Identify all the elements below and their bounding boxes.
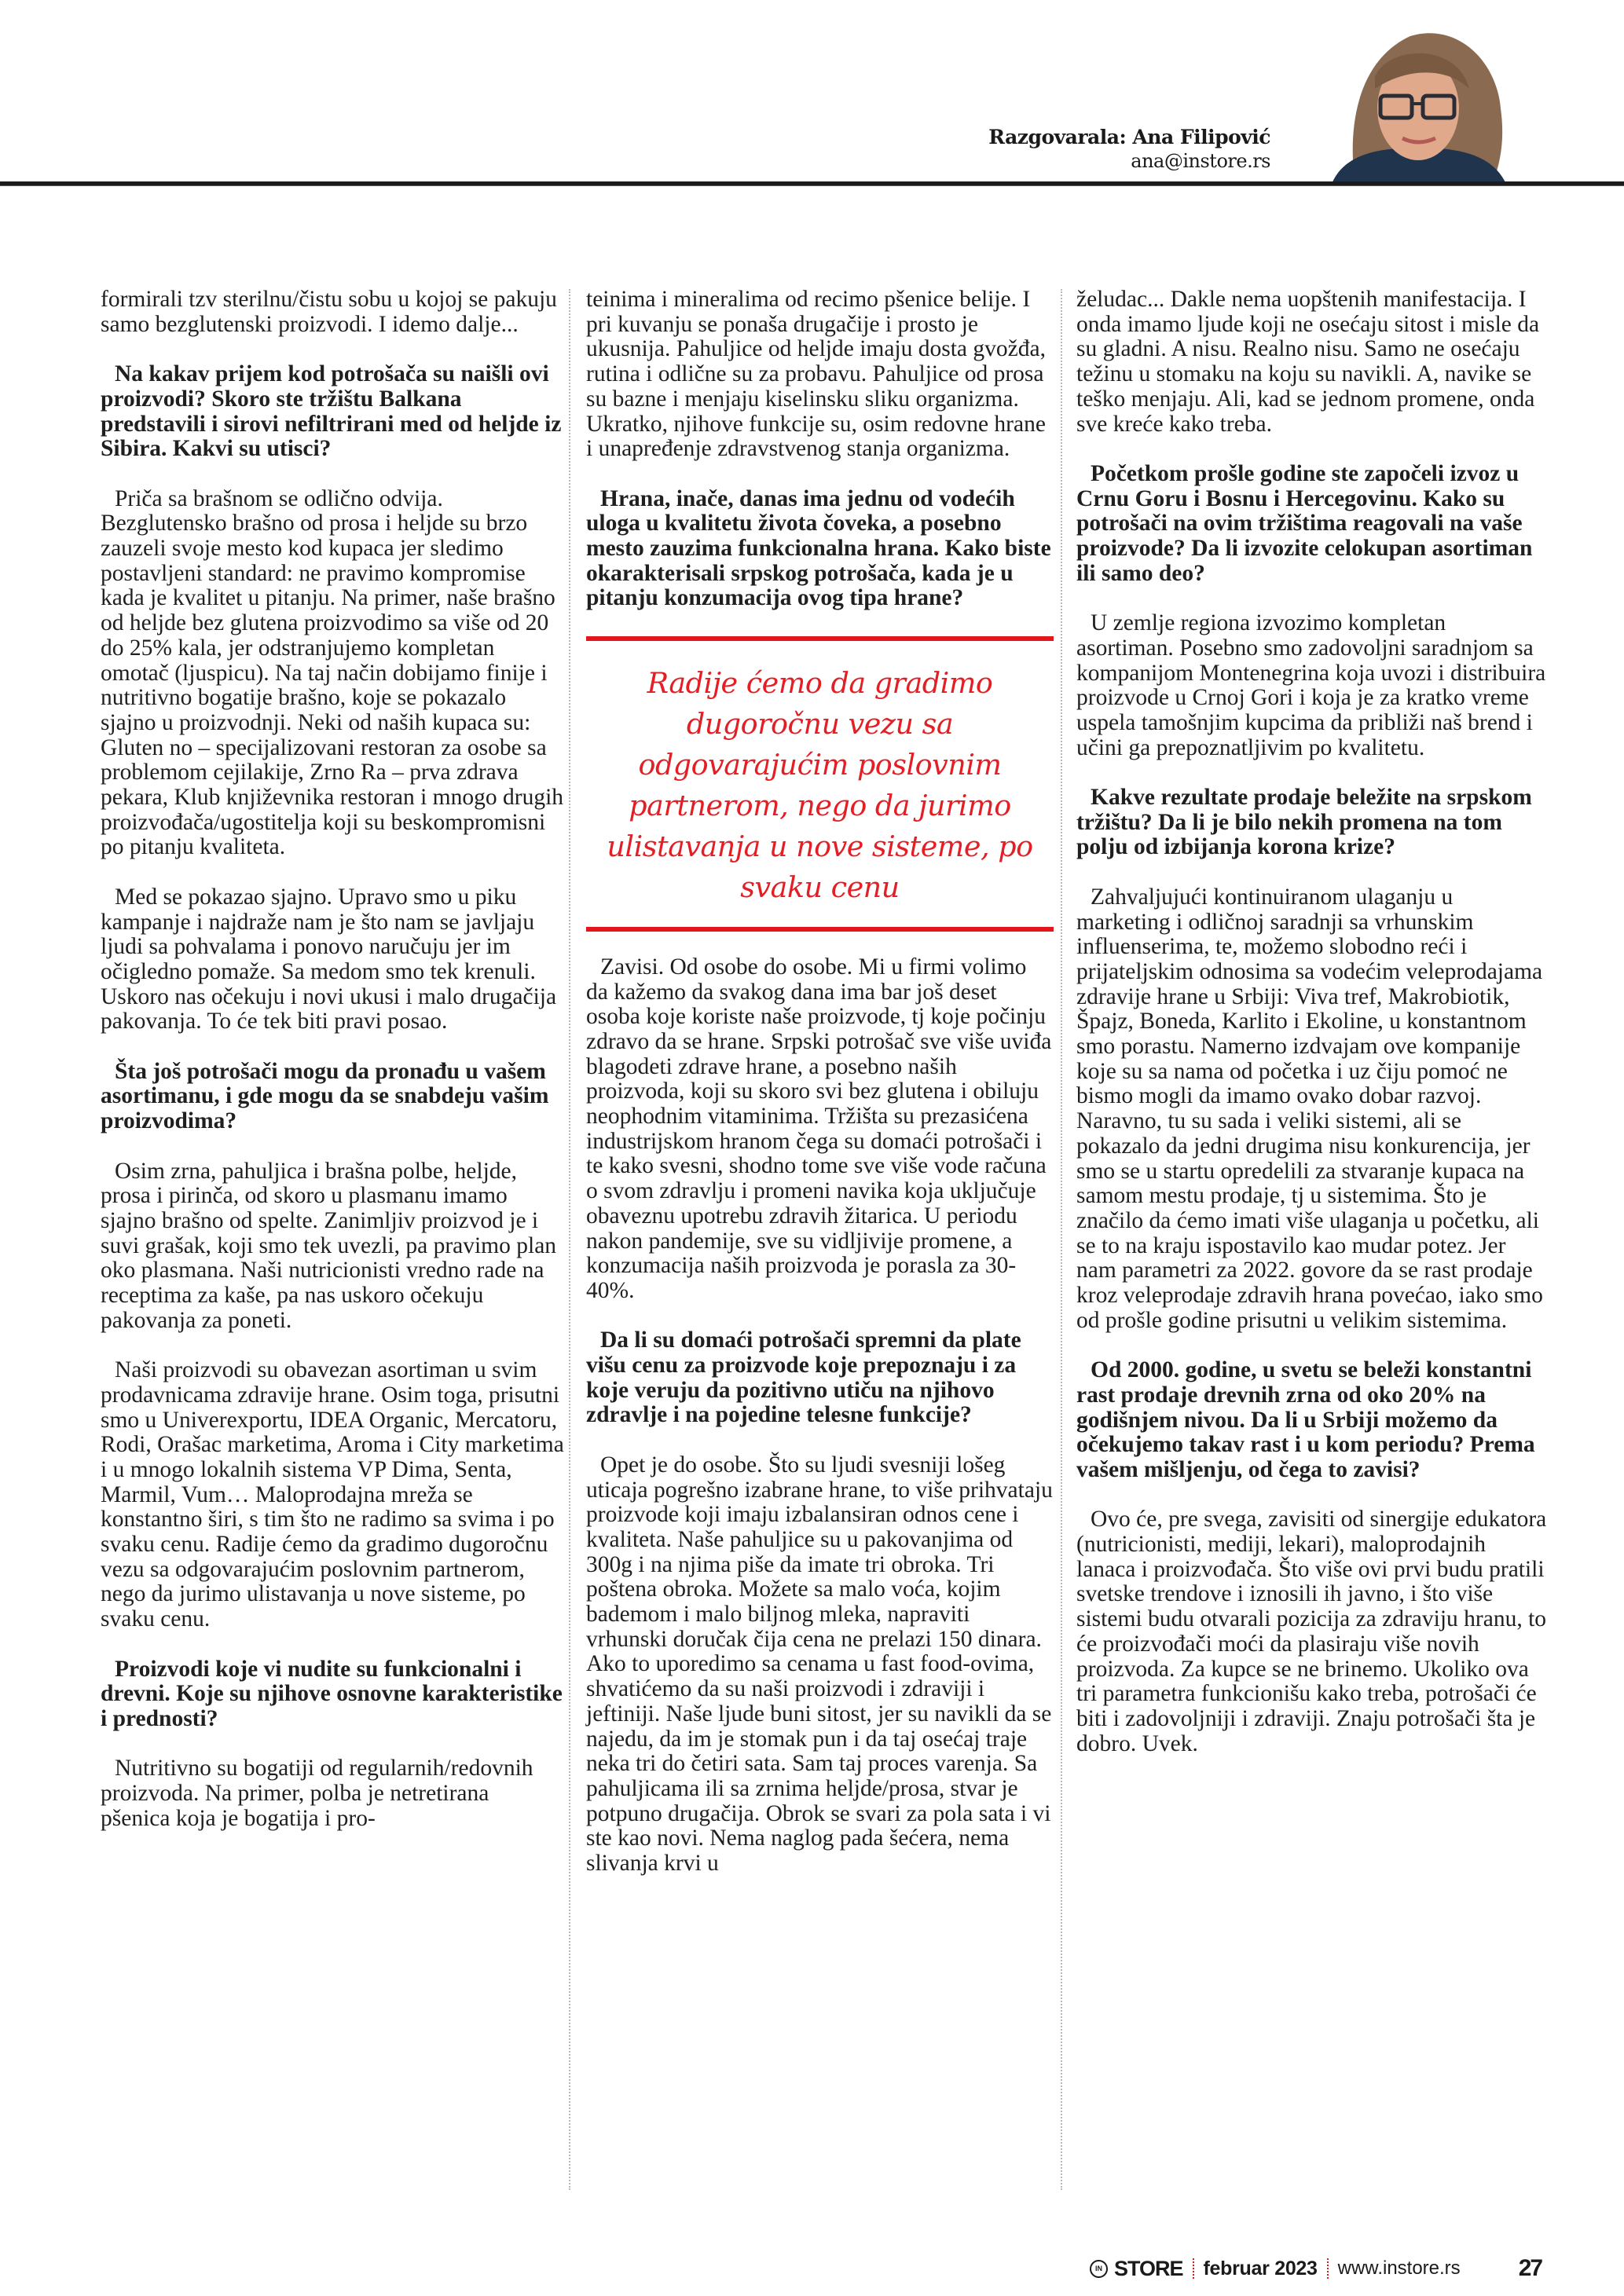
pull-quote-line: ulistavanja u nove sisteme, po [607, 829, 1033, 863]
pull-quote-line: dugoročnu vezu sa [686, 706, 954, 741]
author-photo [1300, 14, 1536, 184]
interview-answer: Zahvaljujući kontinuiranom ulaganju u marketing i odličnoj saradnji sa vrhunskim influenserima, te, možemo slobodno reći i prijateljskim odnosima sa vodećim veleprodajama zdravije hrane u Srbiji: Viva tref, Makrobiotik, Špajz, Boneda, Karlito i Ekoline, u konstantnom smo porastu. Namerno izdvajam ove kompanije koje su sa nama od početka i uz čiju pomoć ne bismo mogli da imamo ovako dobar razvoj. Naravno, tu su sada i veliki sistemi, ali se pokazalo da jedni drugima nisu konkurencija, jer smo se u startu opredelili za stvaranje kupaca na samom mestu prodaje, tj u sistemima. Što je značilo da ćemo imati više ulaganja u početku, ali se to na kraju ispostavilo kao mudar potez. Jer nam parametri za 2022. govore da se rast prodaje kroz veleprodaje zdravih hrana povećao, iako smo od prošle godine prisutni u velikim sistemima. [1076, 884, 1543, 1333]
interview-question: Kakve rezultate prodaje beležite na srpskom tržištu? Da li je bilo nekih promena na tom polju od izbijanja korona krize? [1076, 785, 1532, 860]
interview-question: Od 2000. godine, u svetu se beleži konstantni rast prodaje drevnih zrna od oko 20% na godišnjem nivou. Da li u Srbiji možemo da očekujemo takav rast i u kom periodu? Prema vašem mišljenju, od čega to zavisi? [1076, 1357, 1535, 1482]
pull-quote [586, 636, 1054, 932]
interview-question: Da li su domaći potrošači spremni da plate višu cenu za proizvode koje prepoznaju i za koje veruju da pozitivno utiču na njihovo zdravlje i na pojedine telesne funkcije? [586, 1327, 1021, 1428]
pull-quote-line: odgovarajućim poslovnim [638, 747, 1002, 782]
author-name: Razgovarala: Ana Filipović [988, 126, 1270, 148]
brand-name: STORE [1114, 2256, 1183, 2280]
byline [988, 126, 1270, 172]
footer-divider [1193, 2258, 1194, 2279]
article-column-3 [1076, 287, 1548, 1782]
interview-answer: Osim zrna, pahuljica i brašna polbe, heljde, prosa i pirinča, od skoro u plasmanu imamo sjajno brašno od spelte. Zanimljiv proizvod je i suvi grašak, koji smo tek uvezli, pa pravimo plan oko plasmana. Naši nutricionisti vredno rade na receptima za kaše, pa nas uskoro očekuju pakovanja za poneti. [101, 1158, 557, 1333]
paragraph: želudac... Dakle nema uopštenih manifestacija. I onda imamo ljude koji ne osećaju sitost i misle da su gladni. A nisu. Realno nisu. Samo ne osećaju težinu u stomaku na koju su navikli. A, navike se teško menjaju. Ali, kad se jednom promene, onda sve kreće kako treba. [1076, 287, 1540, 437]
interview-question: Hrana, inače, danas ima jednu od vodećih uloga u kvalitetu života čoveka, a posebno mesto zauzima funkcionalna hrana. Kako biste okarakterisali srpskog potrošača, kada je u pitanju konzumacija ovog tipa hrane? [586, 485, 1051, 611]
column-divider [1061, 289, 1062, 2190]
interview-question: Proizvodi koje vi nudite su funkcionalni i drevni. Koje su njihove osnovne karakteristike i prednosti? [101, 1656, 563, 1731]
interview-answer: Nutritivno su bogatiji od regularnih/redovnih proizvoda. Na primer, polba je netretirana pšenica koja je bogatija i pro- [101, 1756, 533, 1831]
interview-answer: Naši proizvodi su obavezan asortiman u svim prodavnicama zdravije hrane. Osim toga, prisutni smo u Univerexportu, IDEA Organic, Mercatoru, Rodi, Orašac marketima, Aroma i City marketima i u mnogo lokalnih sistema VP Dima, Senta, Marmil, Vum… Maloprodajna mreža se konstantno širi, s tim što ne radimo sa svima i po svaku cenu. Radije ćemo da gradimo dugoročnu vezu sa odgovarajućim poslovnim partnerom, nego da jurimo ulistavanja u nove sisteme, po svaku cenu. [101, 1357, 564, 1632]
interview-answer: Opet je do osobe. Što su ljudi svesniji lošeg uticaja pogrešno izabrane hrane, to više prihvataju proizvode koji imaju izbalansiran odnos cene i kvaliteta. Naše pahuljice su u pakovanjima od 300g i na njima piše da imate tri obroka. Tri poštena obroka. Možete sa malo voća, kojim bademom i malo biljnog mleka, napraviti vrhunski doručak čija cena ne prelazi 150 dinara. Ako to uporedimo sa cenama u fast food-ovima, shvatićemo da su naši proizvodi i zdraviji i jeftiniji. Naše ljude buni sitost, jer su navikli da se najedu, da im je stomak pun i da taj osećaj traje neka tri do četiri sata. Sam taj proces varenja. Sa pahuljicama ili sa zrnima heljde/prosa, stvar je potpuno drugačija. Obrok se svari za pola sata i vi ste kao novi. Nema naglog pada šećera, nema slivanja krvi u [586, 1452, 1053, 1877]
pull-quote-line: svaku cenu [740, 870, 900, 904]
paragraph: formirali tzv sterilnu/čistu sobu u kojoj se pakuju samo bezglutenski proizvodi. I idemo dalje... [101, 287, 557, 337]
interview-answer: Priča sa brašnom se odlično odvija. Bezglutensko brašno od prosa i heljde su brzo zauzeli svoje mesto kod kupaca jer sledimo postavljeni standard: ne pravimo kompromise kada je kvalitet u pitanju. Na primer, naše brašno od heljde bez glutena proizvodimo sa više od 20 do 25% kala, jer odstranjujemo kompletan omotač (ljuspicu). Na taj način dobijamo finije i nutritivno bogatije brašno, koje se pokazalo sjajno u proizvodnji. Neki od naših kupaca su: Gluten no – specijalizovani restoran za osobe sa problemom cejilakije, Zrno Ra – prva zdrava pekara, Klub književnika restoran i mnogo drugih proizvođača/ugostitelja koji su beskompromisni po pitanju kvaliteta. [101, 485, 564, 860]
header-rule [0, 181, 1624, 186]
footer-divider [1327, 2258, 1329, 2279]
interview-answer: Ovo će, pre svega, zavisiti od sinergije edukatora (nutricionisti, mediji, lekari), maloprodajnih lanaca i proizvođača. Što više ovi prvi budu pratili svetske trendove i iznosili ih javno, i što više sistemi budu otvarali pozicija za zdraviju hranu, to će proizvođači moći da plasiraju više novih proizvoda. Za kupce se ne brinemo. Ukoliko ova tri parametra funkcionišu kako treba, potrošači će biti i zadovoljniji i zdraviji. Znaju potrošači šta je dobro. Uvek. [1076, 1507, 1547, 1756]
paragraph: teinima i mineralima od recimo pšenice belije. I pri kuvanju se ponaša drugačije i prosto je ukusnija. Pahuljice od heljde imaju dosta gvožđa, rutina i odlične su za probavu. Pahuljice od prosa su bazne i menjaju kiselinsku sliku organizma. Ukratko, njihove funkcije su, osim redovne hrane i unapređenje zdravstvenog stanja organizma. [586, 287, 1046, 462]
pull-quote-line: Radije ćemo da gradimo [647, 665, 993, 700]
author-portrait-icon [1300, 14, 1536, 184]
instore-logo-icon: IN [1090, 2260, 1108, 2278]
issue-date: februar 2023 [1203, 2257, 1318, 2280]
article-column-1 [101, 287, 564, 1856]
author-email: ana@instore.rs [1131, 150, 1270, 172]
interview-question: Šta još potrošači mogu da pronađu u vašem asortimanu, i gde mogu da se snabdeju vašim proizvodima? [101, 1058, 549, 1134]
page-footer [1090, 2253, 1542, 2284]
article-column-2 [586, 287, 1054, 1901]
interview-answer: U zemlje regiona izvozimo kompletan asortiman. Posebno smo zadovoljni saradnjom sa kompanijom Montenegrina koja uvozi i distribuira proizvode u Crnoj Gori i koja je za kratko vreme uspela tamošnjim kupcima da približi naš brend i učini ga prepoznatljivim po kvalitetu. [1076, 610, 1546, 760]
column-divider [569, 289, 570, 2190]
interview-answer: Zavisi. Od osobe do osobe. Mi u firmi volimo da kažemo da svakog dana ima bar još deset osoba koje koriste naše proizvode, tj koje počinju zdravo da se hrane. Srpski potrošač sve više uviđa blagodeti zdrave hrane, a posebno naših proizvoda, koji su skoro svi bez glutena i obiluju neophodnim vitaminima. Tržišta su prezasićena industrijskom hranom čega su domaći potrošači i te kako svesni, shodno tome sve više vode računa o svom zdravlju i promeni navika koja uključuje obaveznu upotrebu zdravih žitarica. U periodu nakon pandemije, sve su vidljivije promene, a konzumacija naših proizvoda je porasla za 30-40%. [586, 954, 1052, 1303]
interview-answer: Med se pokazao sjajno. Upravo smo u piku kampanje i najdraže nam je što nam se javljaju ljudi sa pohvalama i ponovo naručuju jer im očigledno pomaže. Sa medom smo tek krenuli. Uskoro nas očekuju i novi ukusi i malo drugačija pakovanja. To će tek biti pravi posao. [101, 884, 557, 1034]
pull-quote-line: partnerom, nego da jurimo [629, 788, 1011, 822]
website-link[interactable]: www.instore.rs [1337, 2258, 1461, 2279]
page-number: 27 [1518, 2255, 1542, 2281]
interview-question: Na kakav prijem kod potrošača su naišli ovi proizvodi? Skoro ste tržištu Balkana predstavili i sirovi nefiltrirani med od heljde iz Sibira. Kakvi su utisci? [101, 361, 562, 462]
interview-question: Početkom prošle godine ste započeli izvoz u Crnu Goru i Bosnu i Hercegovinu. Kako su potrošači na ovim tržištima reagovali na vaše proizvode? Da li izvozite celokupan asortiman ili samo deo? [1076, 460, 1533, 586]
